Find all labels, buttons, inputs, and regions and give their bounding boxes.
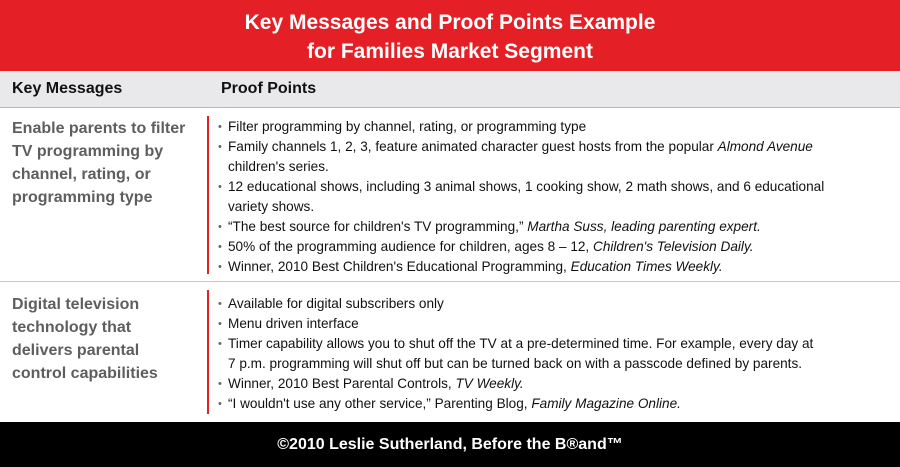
bullet-icon: • <box>218 241 222 253</box>
proof-point: • Winner, 2010 Best Parental Controls, TV Weekly. <box>218 374 888 394</box>
title-line-2: for Families Market Segment <box>307 40 593 63</box>
proof-points-list-2 <box>218 294 888 414</box>
bullet-icon: • <box>218 181 222 193</box>
proof-point: • Family channels 1, 2, 3, feature animated character guest hosts from the popular Almond Avenue children's series. <box>218 139 813 174</box>
key-message-line: Digital television <box>12 296 140 313</box>
copyright-footer: ©2010 Leslie Sutherland, Before the B®and™ <box>0 422 900 467</box>
column-header-bar <box>0 71 900 108</box>
column-header-proof-points: Proof Points <box>221 80 317 97</box>
bullet-icon: • <box>218 141 222 153</box>
proof-point: • Winner, 2010 Best Children's Educational Programming, Education Times Weekly. <box>218 257 888 277</box>
bullet-icon: • <box>218 121 222 133</box>
key-message-line: TV programming by <box>12 143 164 160</box>
proof-point: • Filter programming by channel, rating, or programming type <box>218 117 888 137</box>
proof-point: • “I wouldn't use any other service,” Parenting Blog, Family Magazine Online. <box>218 394 888 414</box>
key-message-2 <box>12 293 197 385</box>
key-message-line: channel, rating, or <box>12 166 151 183</box>
row-divider <box>0 281 900 282</box>
bullet-icon: • <box>218 398 222 410</box>
column-header-key-messages: Key Messages <box>12 80 123 97</box>
proof-point: • Available for digital subscribers only <box>218 294 888 314</box>
key-message-line: programming type <box>12 189 153 206</box>
proof-point: • 12 educational shows, including 3 animal shows, 1 cooking show, 2 math shows, and 6 educational variety shows. <box>218 179 825 214</box>
key-message-line: delivers parental <box>12 342 140 359</box>
accent-divider <box>207 116 209 274</box>
title-banner <box>0 0 900 71</box>
proof-point: • Menu driven interface <box>218 314 888 334</box>
key-message-1 <box>12 117 197 209</box>
proof-point: • “The best source for children's TV programming,” Martha Suss, leading parenting expert. <box>218 217 888 237</box>
bullet-icon: • <box>218 261 222 273</box>
title-line-1: Key Messages and Proof Points Example <box>244 11 656 34</box>
proof-points-list-1 <box>218 117 888 277</box>
bullet-icon: • <box>218 338 222 350</box>
bullet-icon: • <box>218 318 222 330</box>
key-message-line: technology that <box>12 319 132 336</box>
proof-point: • Timer capability allows you to shut off the TV at a pre-determined time. For example, every day at 7 p.m. programming will shut off but can be turned back on with a passcode defined by parents. <box>218 336 814 371</box>
key-message-line: Enable parents to filter <box>12 120 186 137</box>
bullet-icon: • <box>218 378 222 390</box>
key-message-line: control capabilities <box>12 365 158 382</box>
accent-divider <box>207 290 209 414</box>
proof-point: • 50% of the programming audience for children, ages 8 – 12, Children's Television Daily. <box>218 237 888 257</box>
bullet-icon: • <box>218 298 222 310</box>
bullet-icon: • <box>218 221 222 233</box>
